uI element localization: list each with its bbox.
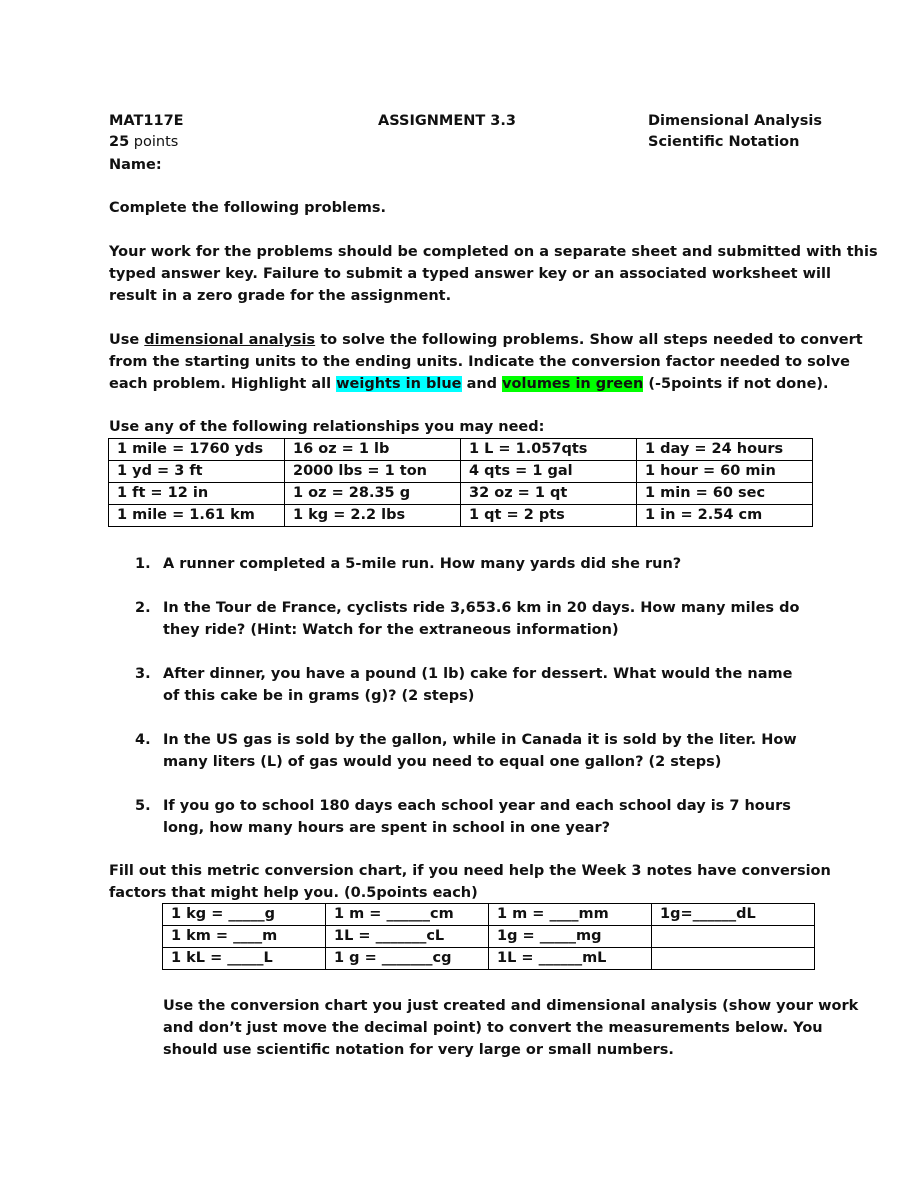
table-cell: 1g=______dL [652, 904, 815, 926]
table-cell: 1 mile = 1.61 km [109, 505, 285, 527]
instructions-complete [109, 197, 819, 219]
table-cell: 1L = ______mL [489, 948, 652, 970]
instructions-work [109, 241, 878, 307]
table-row [163, 926, 815, 948]
problem-list [109, 553, 809, 861]
topic-dimensional-analysis: Dimensional Analysis [648, 113, 822, 129]
course-code: MAT117E [109, 113, 184, 129]
table-cell: 1 in = 2.54 cm [637, 505, 813, 527]
table-cell: 4 qts = 1 gal [461, 461, 637, 483]
metric-intro-line-1: Fill out this metric conversion chart, if you need help the Week 3 notes have conversion [109, 863, 831, 879]
problem-number: 4. [135, 732, 151, 748]
table-cell: 1 kL = _____L [163, 948, 326, 970]
problem-number: 5. [135, 798, 151, 814]
table-cell: 1 m = ____mm [489, 904, 652, 926]
table-row [109, 483, 813, 505]
table-cell: 1 ft = 12 in [109, 483, 285, 505]
problem-number: 3. [135, 666, 151, 682]
use-prefix: Use [109, 332, 145, 348]
problem-text: In the Tour de France, cyclists ride 3,653.6 km in 20 days. How many miles do they ride? (Hint: Watch for the extraneous information) [163, 600, 800, 638]
table-cell: 2000 lbs = 1 ton [285, 461, 461, 483]
use-line-2: from the starting units to the ending units. Indicate the conversion factor needed to solve [109, 354, 851, 370]
instructions-dimensional-analysis [109, 329, 863, 395]
table-cell: 1 kg = _____g [163, 904, 326, 926]
table-row [109, 505, 813, 527]
table-cell: 32 oz = 1 qt [461, 483, 637, 505]
table-cell: 1 oz = 28.35 g [285, 483, 461, 505]
points-label: points [129, 134, 179, 150]
assignment-title: ASSIGNMENT 3.3 [378, 113, 516, 129]
problem-number: 1. [135, 556, 151, 572]
table-cell [652, 926, 815, 948]
table-cell [652, 948, 815, 970]
problem-number: 2. [135, 600, 151, 616]
work-line-3: result in a zero grade for the assignment. [109, 288, 452, 304]
use-line-3-c: (-5points if not done). [643, 376, 829, 392]
relationships-table [108, 438, 813, 527]
highlight-weights-blue: weights in blue [336, 376, 462, 392]
closing-instructions [163, 995, 873, 1061]
table-cell: 1L = _______cL [326, 926, 489, 948]
work-line-2: typed answer key. Failure to submit a typed answer key or an associated worksheet will [109, 266, 831, 282]
table-cell: 1 g = _______cg [326, 948, 489, 970]
table-cell: 1 qt = 2 pts [461, 505, 637, 527]
problem-text: In the US gas is sold by the gallon, while in Canada it is sold by the liter. How many liters (L) of gas would you need to equal one gallon? (2 steps) [163, 732, 797, 770]
problem-item [109, 663, 809, 707]
use-line-3-b: and [461, 376, 503, 392]
table-cell: 1 day = 24 hours [637, 439, 813, 461]
metric-intro [109, 860, 831, 904]
problem-item [109, 597, 809, 641]
table-cell: 1 hour = 60 min [637, 461, 813, 483]
use-line-1-rest: to solve the following problems. Show all steps needed to convert [315, 332, 863, 348]
table-cell: 1 kg = 2.2 lbs [285, 505, 461, 527]
table-cell: 1 min = 60 sec [637, 483, 813, 505]
problem-text: If you go to school 180 days each school year and each school day is 7 hours long, how many hours are spent in school in one year? [163, 798, 791, 836]
table-cell: 1 yd = 3 ft [109, 461, 285, 483]
dimensional-analysis-underlined: dimensional analysis [144, 332, 316, 348]
relationships-label: Use any of the following relationships you may need: [109, 419, 545, 435]
problem-text: After dinner, you have a pound (1 lb) cake for dessert. What would the name of this cake be in grams (g)? (2 steps) [163, 666, 793, 704]
topic-scientific-notation: Scientific Notation [648, 134, 800, 150]
table-cell: 1 km = ____m [163, 926, 326, 948]
table-cell: 16 oz = 1 lb [285, 439, 461, 461]
problem-text: A runner completed a 5-mile run. How many yards did she run? [163, 556, 682, 572]
table-cell: 1 mile = 1760 yds [109, 439, 285, 461]
use-line-3 [109, 373, 829, 395]
points-line [109, 131, 178, 153]
problem-item [109, 553, 809, 575]
table-cell: 1 m = ______cm [326, 904, 489, 926]
table-cell: 1g = _____mg [489, 926, 652, 948]
use-line-3-a: each problem. Highlight all [109, 376, 337, 392]
table-cell: 1 L = 1.057qts [461, 439, 637, 461]
closing-line-1: Use the conversion chart you just created and dimensional analysis (show your work [163, 998, 859, 1014]
name-label: Name: [109, 157, 162, 173]
table-row [109, 461, 813, 483]
metric-conversion-table [162, 903, 815, 970]
work-line-1: Your work for the problems should be completed on a separate sheet and submitted with this [109, 244, 878, 260]
table-row [163, 948, 815, 970]
complete-line: Complete the following problems. [109, 200, 387, 216]
table-row [109, 439, 813, 461]
table-row [163, 904, 815, 926]
use-line-1 [109, 329, 863, 351]
problem-item [109, 729, 809, 773]
highlight-volumes-green: volumes in green [502, 376, 644, 392]
closing-line-3: should use scientific notation for very large or small numbers. [163, 1042, 674, 1058]
points-value: 25 [109, 134, 130, 150]
metric-intro-line-2: factors that might help you. (0.5points each) [109, 885, 478, 901]
closing-line-2: and don’t just move the decimal point) to convert the measurements below. You [163, 1020, 823, 1036]
problem-item [109, 795, 809, 839]
